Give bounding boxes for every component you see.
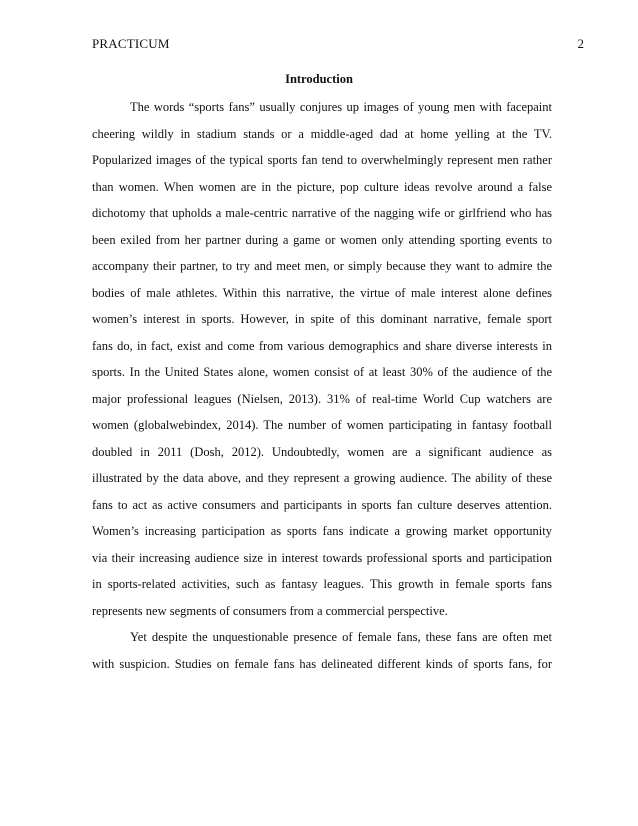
text-line: Women’s increasing participation as sports fans indicate a growing market opportunity	[92, 524, 552, 538]
section-title: Introduction	[285, 72, 353, 86]
text-line: women’s interest in sports. However, in spite of this dominant narrative, female sport	[92, 312, 552, 326]
text-line: major professional leagues (Nielsen, 2013). 31% of real-time World Cup watchers are	[92, 391, 552, 406]
text-line: via their increasing audience size in interest towards professional sports and participation	[92, 550, 552, 565]
text-line: fans to act as active consumers and participants in sports fan culture deserves attention.	[92, 497, 552, 512]
text-line: sports. In the United States alone, women consist of at least 30% of the audience of the	[92, 365, 552, 379]
body-text	[92, 94, 552, 677]
text-line: Popularized images of the typical sports fan tend to overwhelmingly represent men rather	[92, 153, 552, 167]
text-line: been exiled from her partner during a game or women only attending sporting events to	[92, 232, 552, 247]
text-line: women (globalwebindex, 2014). The number of women participating in fantasy football	[92, 418, 552, 432]
page-number: 2	[577, 36, 584, 51]
text-line: accompany their partner, to try and meet men, or simply because they want to admire the	[92, 259, 552, 273]
text-line: cheering wildly in stadium stands or a middle-aged dad at home yelling at the TV.	[92, 126, 552, 141]
text-line: with suspicion. Studies on female fans has delineated different kinds of sports fans, for	[92, 656, 552, 671]
text-line: bodies of male athletes. Within this narrative, the virtue of male interest alone defines	[92, 285, 552, 300]
text-line: represents new segments of consumers from a commercial perspective.	[92, 603, 448, 618]
text-line: than women. When women are in the picture, pop culture ideas revolve around a false	[92, 179, 552, 194]
paragraph-1	[92, 94, 552, 624]
text-line: dichotomy that upholds a male-centric narrative of the nagging wife or girlfriend who has	[92, 206, 552, 220]
paragraph-2	[92, 624, 552, 677]
text-line: The words “sports fans” usually conjures up images of young men with facepaint	[130, 100, 552, 114]
text-line: fans do, in fact, exist and come from various demographics and share diverse interests in	[92, 338, 552, 353]
text-line: illustrated by the data above, and they represent a growing audience. The ability of these	[92, 471, 552, 485]
text-line: in sports-related activities, such as fantasy leagues. This growth in female sports fans	[92, 577, 552, 591]
text-line: Yet despite the unquestionable presence of female fans, these fans are often met	[130, 630, 552, 644]
running-head: PRACTICUM	[92, 36, 170, 51]
text-line: doubled in 2011 (Dosh, 2012). Undoubtedly, women are a significant audience as	[92, 444, 552, 459]
